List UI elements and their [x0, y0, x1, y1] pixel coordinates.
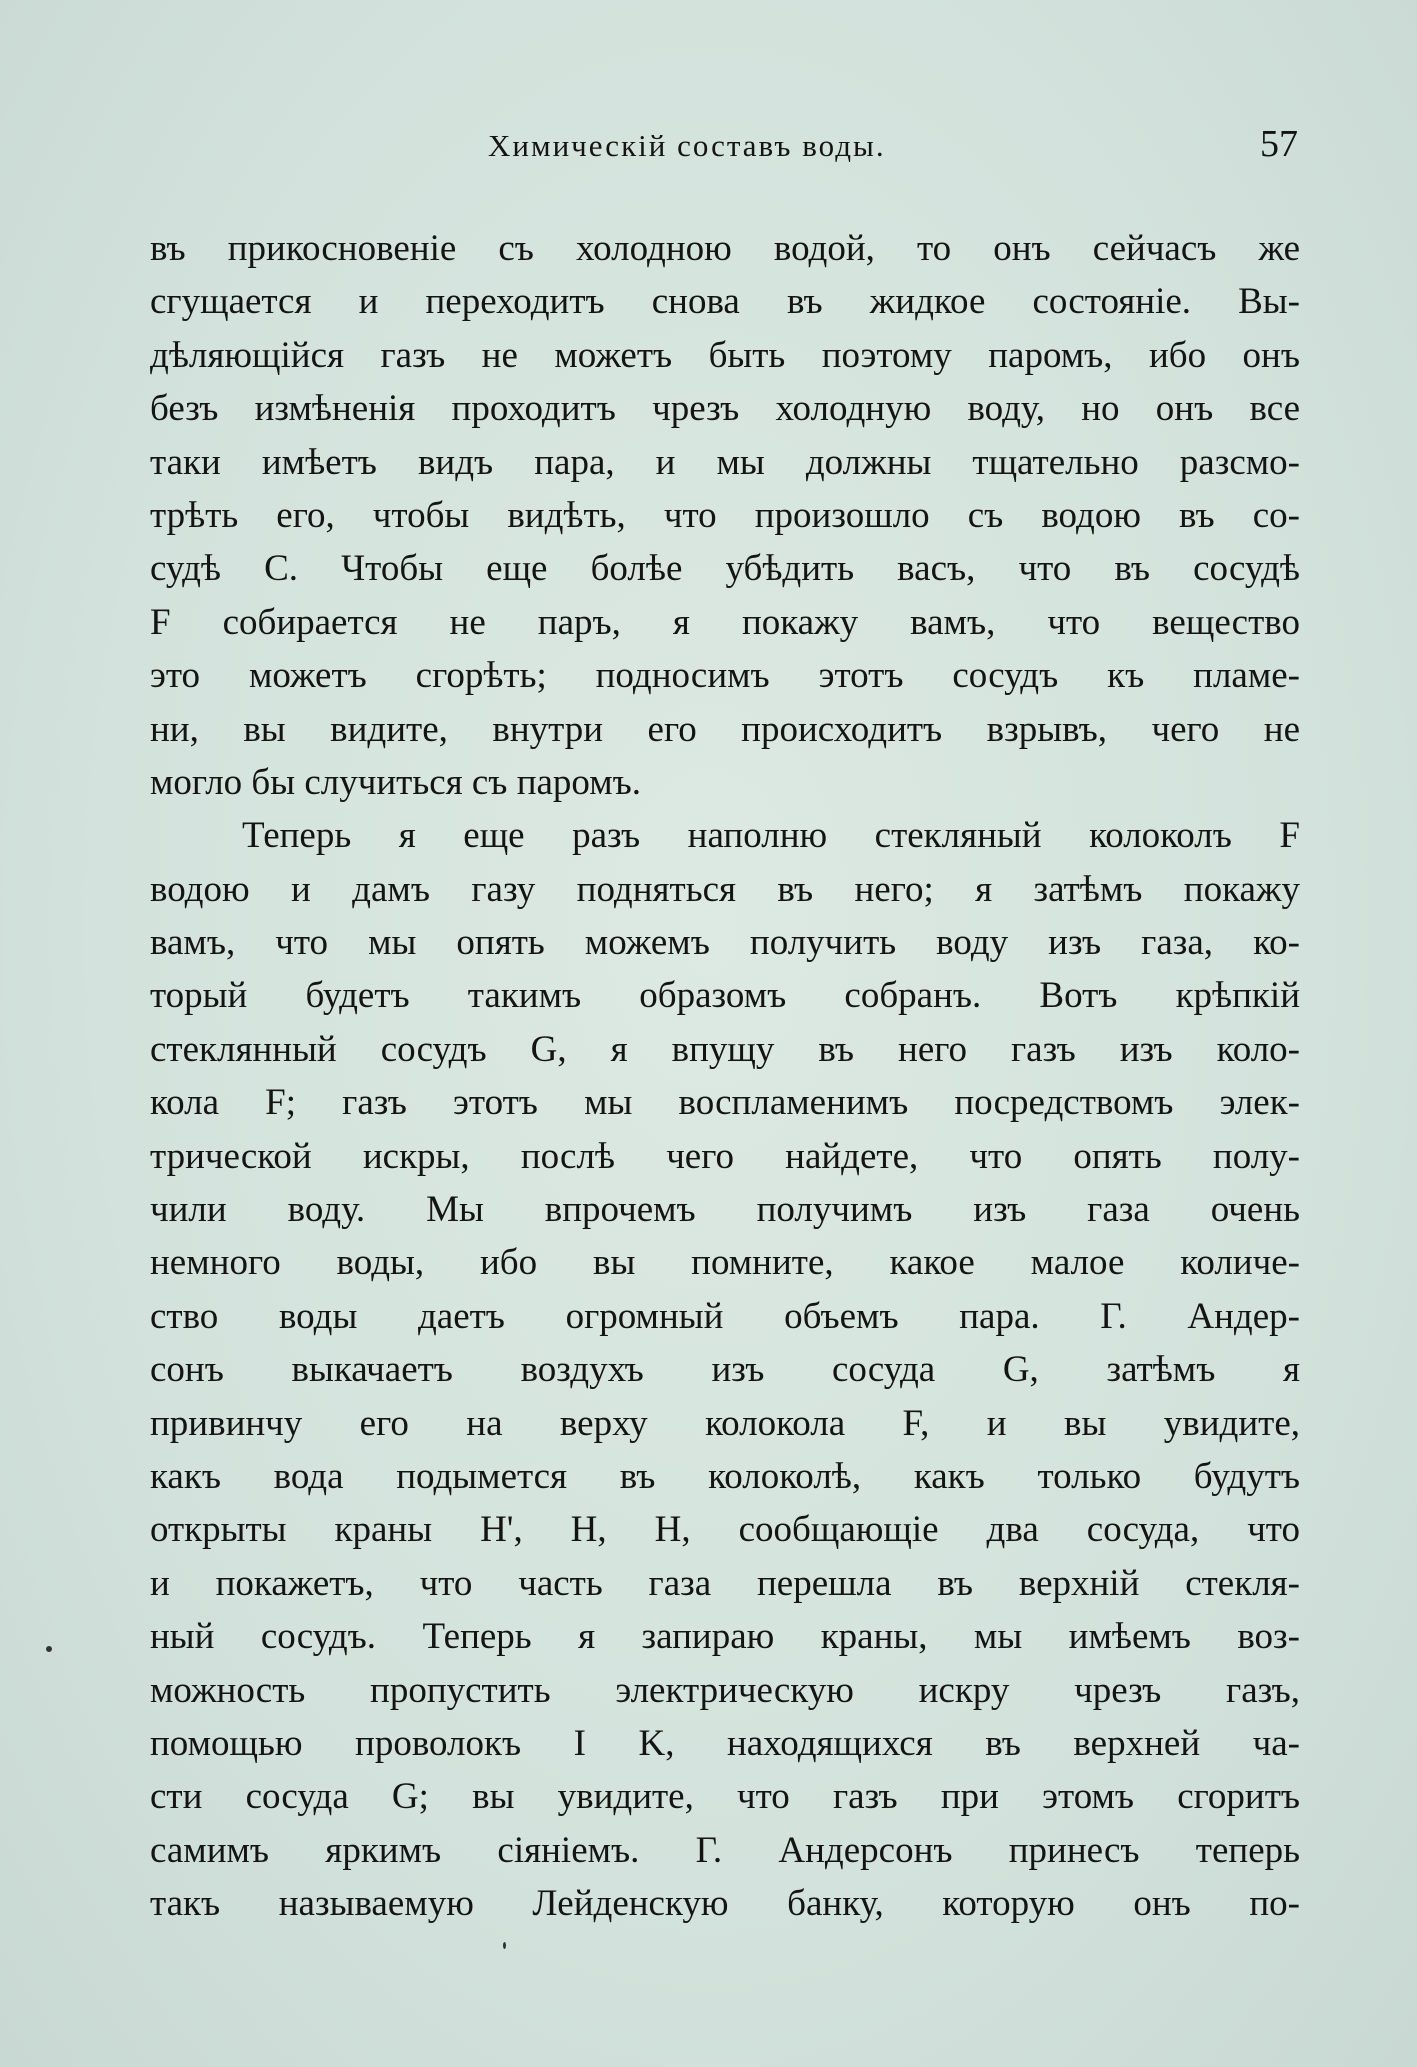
text-line: кола F; газъ этотъ мы воспламенимъ посредствомъ элек- [150, 1082, 1300, 1124]
page-header [150, 123, 1300, 178]
text-line: торый будетъ такимъ образомъ собранъ. Вотъ крѣпкій [150, 975, 1300, 1017]
text-line: въ прикосновеніе съ холодною водой, то онъ сейчасъ же [150, 228, 1300, 269]
text-line: ство воды даетъ огромный объемъ пара. Г. Андер- [150, 1295, 1300, 1337]
ink-speck [503, 1942, 506, 1949]
text-line: сти сосуда G; вы увидите, что газъ при этомъ сгоритъ [150, 1776, 1300, 1818]
text-line: помощью проволокъ I K, находящихся въ верхней ча- [150, 1722, 1300, 1764]
text-line: трической искры, послѣ чего найдете, что опять полу- [150, 1135, 1300, 1177]
text-line: чили воду. Мы впрочемъ получимъ изъ газа очень [150, 1189, 1300, 1231]
text-line: Теперь я еще разъ наполню стекляный колоколъ F [242, 815, 1300, 857]
page-number: 57 [1260, 123, 1298, 165]
text-line: привинчу его на верху колокола F, и вы увидите, [150, 1402, 1300, 1444]
text-line: трѣть его, чтобы видѣть, что произошло съ водою въ со- [150, 494, 1300, 536]
text-line: могло бы случиться съ паромъ. [150, 761, 642, 803]
text-line: такъ называемую Лейденскую банку, которую онъ по- [150, 1883, 1300, 1925]
text-line: открыты краны H', H, H, сообщающіе два сосуда, что [150, 1509, 1300, 1551]
text-line: ни, вы видите, внутри его происходитъ взрывъ, чего не [150, 708, 1300, 750]
text-line: безъ измѣненія проходитъ чрезъ холодную воду, но онъ все [150, 388, 1300, 430]
text-line: водою и дамъ газу подняться въ него; я затѣмъ покажу [150, 868, 1300, 910]
text-line: F собирается не паръ, я покажу вамъ, что вещество [150, 601, 1300, 643]
text-line: сонъ выкачаетъ воздухъ изъ сосуда G, затѣмъ я [150, 1349, 1300, 1391]
ink-speck [46, 1646, 52, 1652]
text-line: можность пропустить электрическую искру чрезъ газъ, [150, 1669, 1300, 1711]
text-line: судѣ C. Чтобы еще болѣе убѣдить васъ, что въ сосудѣ [150, 548, 1300, 590]
body-text [150, 222, 1300, 1931]
text-line: сгущается и переходитъ снова въ жидкое состояніе. Вы- [150, 281, 1300, 323]
text-line: ный сосудъ. Теперь я запираю краны, мы имѣемъ воз- [150, 1616, 1300, 1658]
running-title: Химическій составъ воды. [488, 128, 886, 163]
text-line: это можетъ сгорѣть; подносимъ этотъ сосудъ къ пламе- [150, 655, 1300, 697]
text-line: какъ вода подымется въ колоколѣ, какъ только будутъ [150, 1455, 1300, 1497]
text-line: и покажетъ, что часть газа перешла въ верхній стекля- [150, 1562, 1300, 1604]
text-line: стеклянный сосудъ G, я впущу въ него газъ изъ коло- [150, 1028, 1300, 1070]
text-line: самимъ яркимъ сіяніемъ. Г. Андерсонъ принесъ теперь [150, 1829, 1300, 1871]
text-line: немного воды, ибо вы помните, какое малое количе- [150, 1242, 1300, 1284]
text-line: вамъ, что мы опять можемъ получить воду изъ газа, ко- [150, 922, 1300, 964]
text-line: таки имѣетъ видъ пара, и мы должны тщательно разсмо- [150, 441, 1300, 483]
text-line: дѣляющійся газъ не можетъ быть поэтому паромъ, ибо онъ [150, 334, 1300, 376]
